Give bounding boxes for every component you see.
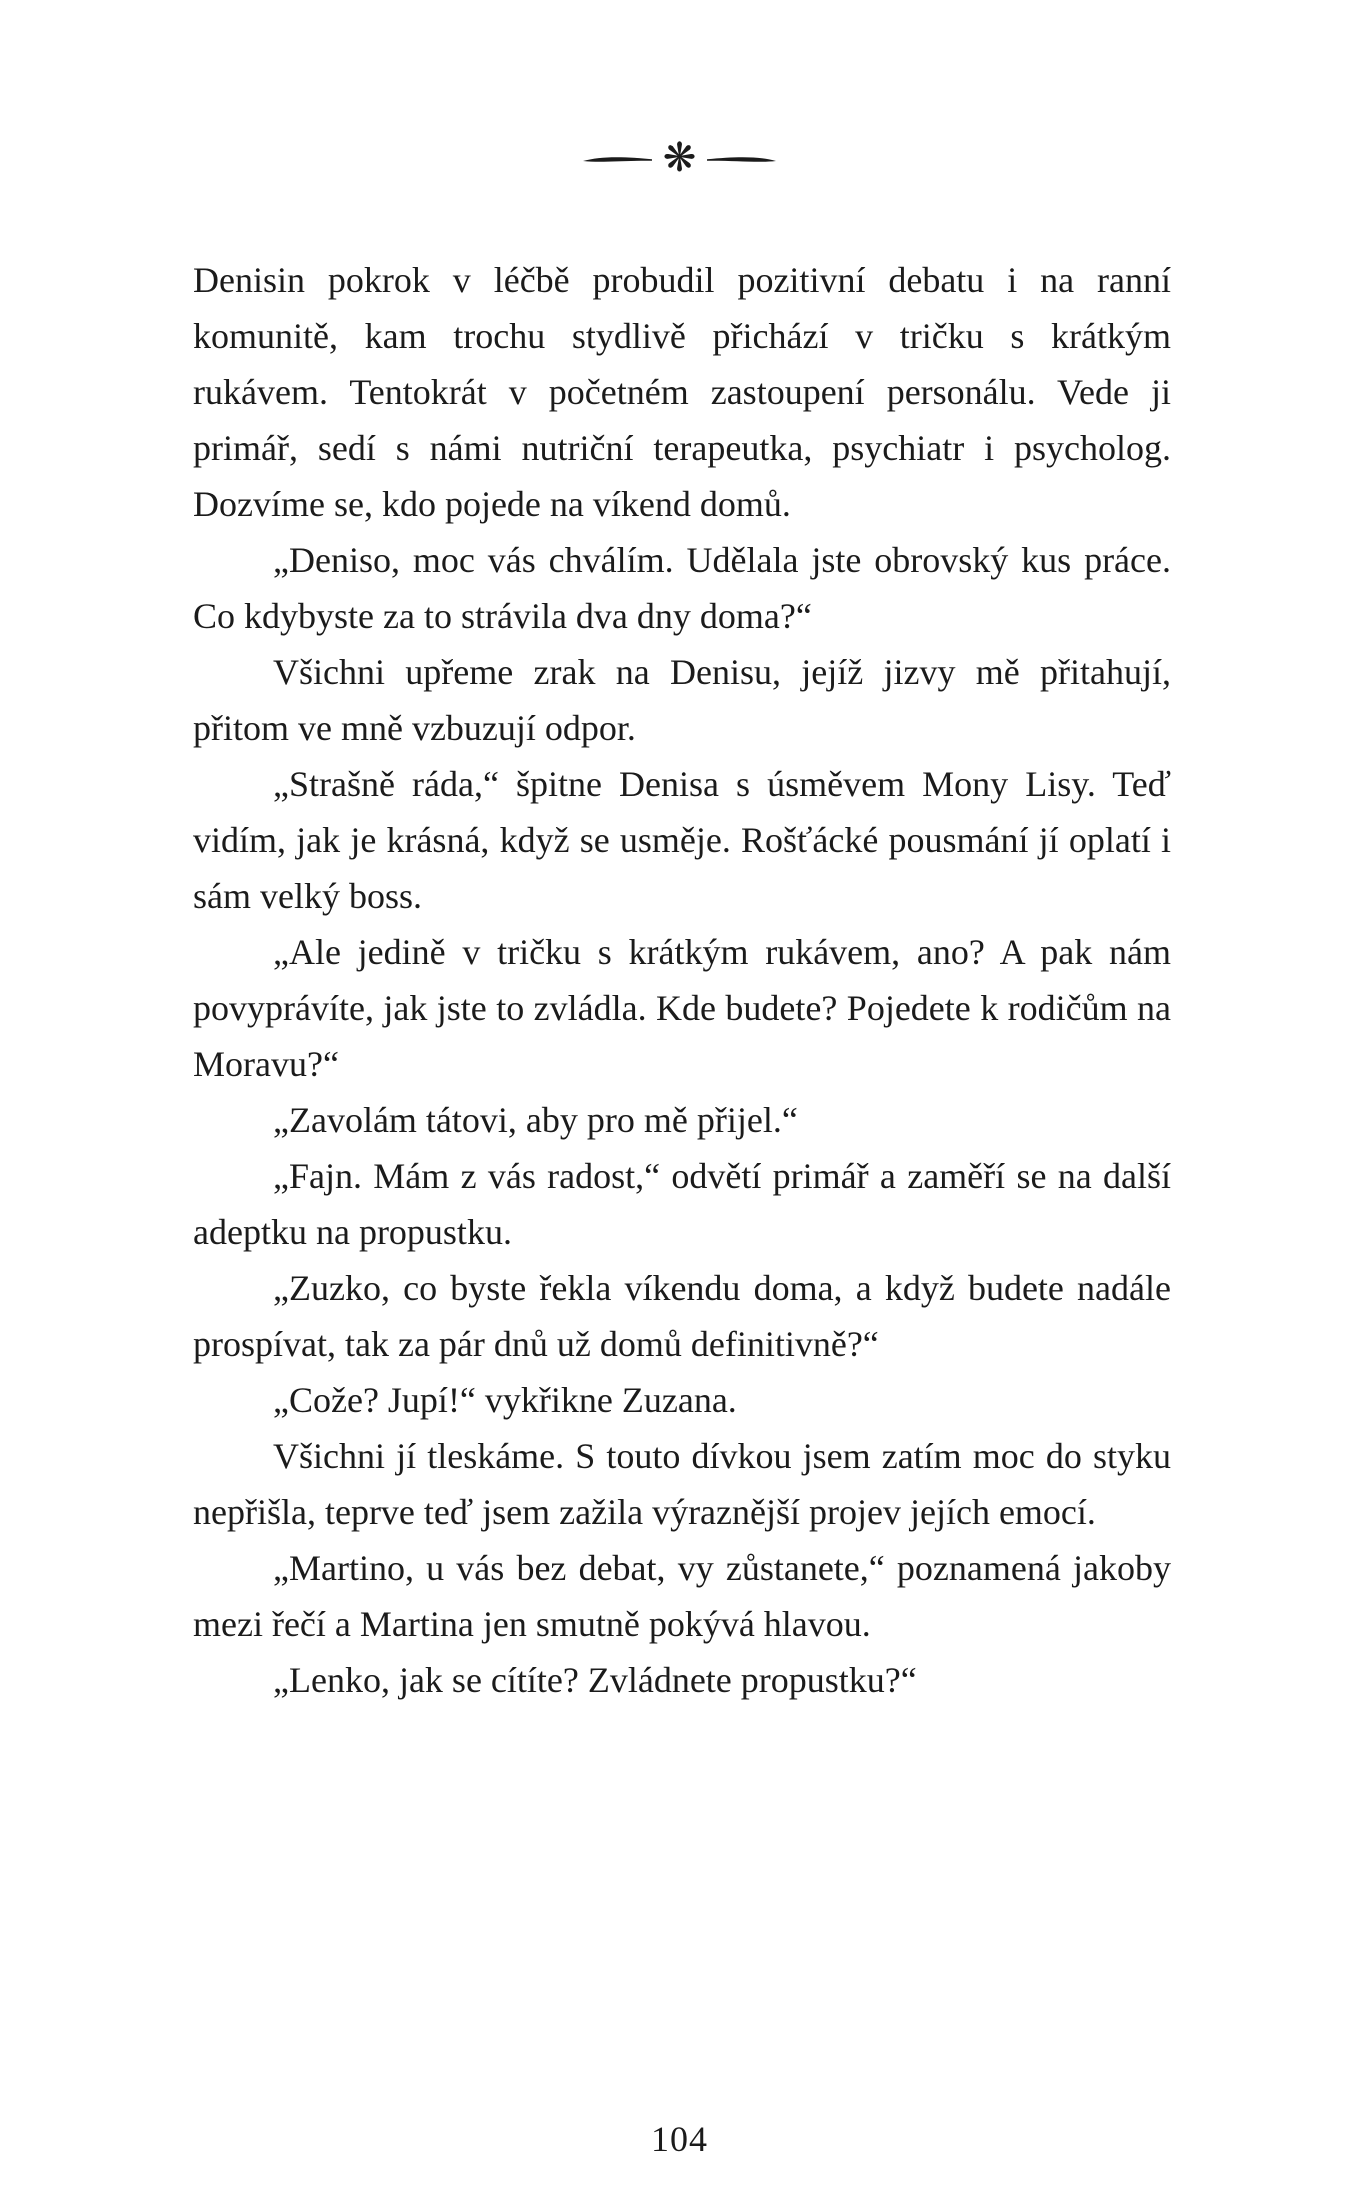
- paragraph: Všichni jí tleskáme. S touto dívkou jsem zatím moc do styku nepřišla, teprve teď jsem zažila výraznější projev jejích emocí.: [193, 1436, 1171, 1532]
- paragraph: „Zavolám tátovi, aby pro mě přijel.“: [273, 1100, 798, 1140]
- paragraph: Denisin pokrok v léčbě probudil pozitivní debatu i na ranní komunitě, kam trochu stydlivě přichází v tričku s krátkým rukávem. Tentokrát v početném zastoupení personálu. Vede ji primář, sedí s námi nutriční terapeutka, psychiatr i psycholog. Dozvíme se, kdo pojede na víkend domů.: [193, 260, 1171, 524]
- section-divider-ornament: [0, 135, 1359, 181]
- ornament-flourish-right-icon: [706, 154, 776, 166]
- paragraph: „Ale jedině v tričku s krátkým rukávem, ano? A pak nám povyprávíte, jak jste to zvládla. Kde budete? Pojedete k rodičům na Moravu?“: [193, 932, 1171, 1084]
- paragraph: Všichni upřeme zrak na Denisu, jejíž jizvy mě přitahují, přitom ve mně vzbuzují odpor.: [193, 652, 1171, 748]
- paragraph: „Martino, u vás bez debat, vy zůstanete,“ poznamená jakoby mezi řečí a Martina jen smutně pokývá hlavou.: [193, 1548, 1171, 1644]
- page-number: 104: [651, 2119, 708, 2159]
- paragraph: „Cože? Jupí!“ vykřikne Zuzana.: [273, 1380, 737, 1420]
- body-text: [193, 252, 1171, 1708]
- ornament-flourish-left-icon: [583, 154, 653, 166]
- paragraph: „Deniso, moc vás chválím. Udělala jste obrovský kus práce. Co kdybyste za to strávila dva dny doma?“: [193, 540, 1171, 636]
- paragraph: „Zuzko, co byste řekla víkendu doma, a když budete nadále prospívat, tak za pár dnů už domů definitivně?“: [193, 1268, 1171, 1364]
- paragraph: „Lenko, jak se cítíte? Zvládnete propustku?“: [273, 1660, 917, 1700]
- paragraph: „Strašně ráda,“ špitne Denisa s úsměvem Mony Lisy. Teď vidím, jak je krásná, když se usměje. Rošťácké pousmání jí oplatí i sám velký boss.: [193, 764, 1171, 916]
- flower-ornament-icon: ❋: [662, 135, 697, 181]
- paragraph: „Fajn. Mám z vás radost,“ odvětí primář a zaměří se na další adeptku na propustku.: [193, 1156, 1171, 1252]
